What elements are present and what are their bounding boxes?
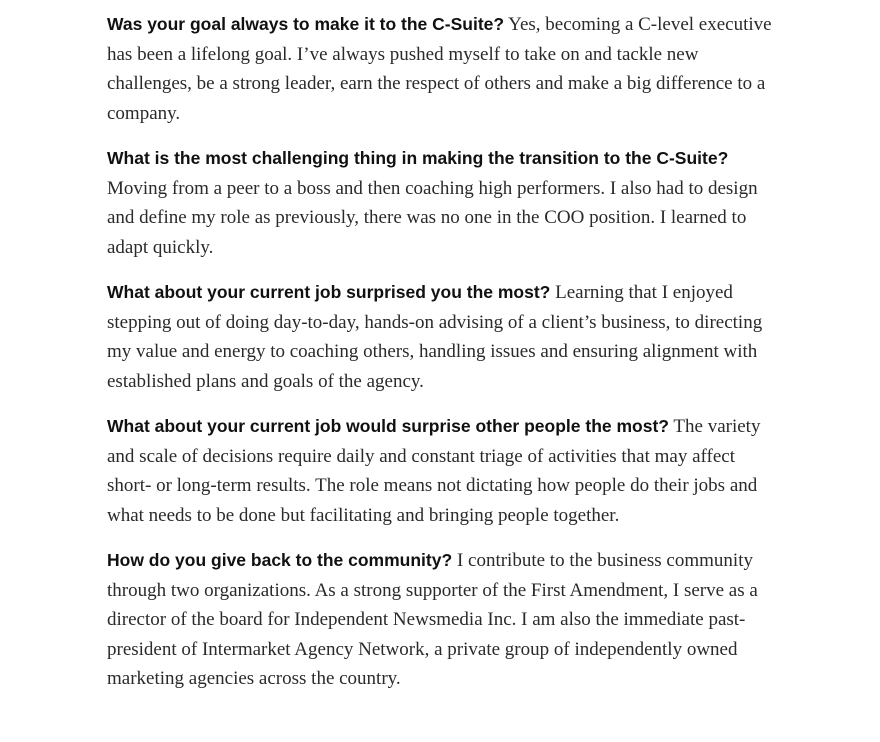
qa-paragraph-challenge bbox=[107, 144, 779, 262]
answer-text: Moving from a peer to a boss and then coaching high performers. I also had to design and define my role as previously, there was no one in the COO position. I learned to adapt quickly. bbox=[107, 177, 758, 258]
article-body bbox=[107, 10, 779, 710]
question-text: What about your current job would surprise other people the most? bbox=[107, 416, 669, 436]
question-text: Was your goal always to make it to the C-Suite? bbox=[107, 14, 505, 34]
answer-text: The variety and scale of decisions require daily and constant triage of activities that may affect short- or long-term results. The role means not dictating how people do their jobs and what needs to be done but facilitating and bringing people together. bbox=[107, 416, 761, 526]
answer-text: Yes, becoming a C-level executive has been a lifelong goal. I’ve always pushed myself to take on and tackle new challenges, be a strong leader, earn the respect of others and make a big difference to a company. bbox=[107, 14, 772, 124]
qa-paragraph-goal bbox=[107, 10, 779, 128]
question-text: What about your current job surprised you the most? bbox=[107, 282, 551, 302]
question-text: What is the most challenging thing in making the transition to the C-Suite? bbox=[107, 148, 729, 168]
qa-paragraph-community bbox=[107, 546, 779, 694]
answer-text: I contribute to the business community through two organizations. As a strong supporter of the First Amendment, I serve as a director of the board for Independent Newsmedia Inc. I am also the immediate past-president of Intermarket Agency Network, a private group of independently owned marketing agencies across the country. bbox=[107, 550, 758, 689]
question-text: How do you give back to the community? bbox=[107, 550, 453, 570]
qa-paragraph-surprised-you bbox=[107, 278, 779, 396]
qa-paragraph-surprise-others bbox=[107, 412, 779, 530]
answer-text: Learning that I enjoyed stepping out of doing day-to-day, hands-on advising of a client’s business, to directing my value and energy to coaching others, handling issues and ensuring alignment with established plans and goals of the agency. bbox=[107, 282, 763, 392]
